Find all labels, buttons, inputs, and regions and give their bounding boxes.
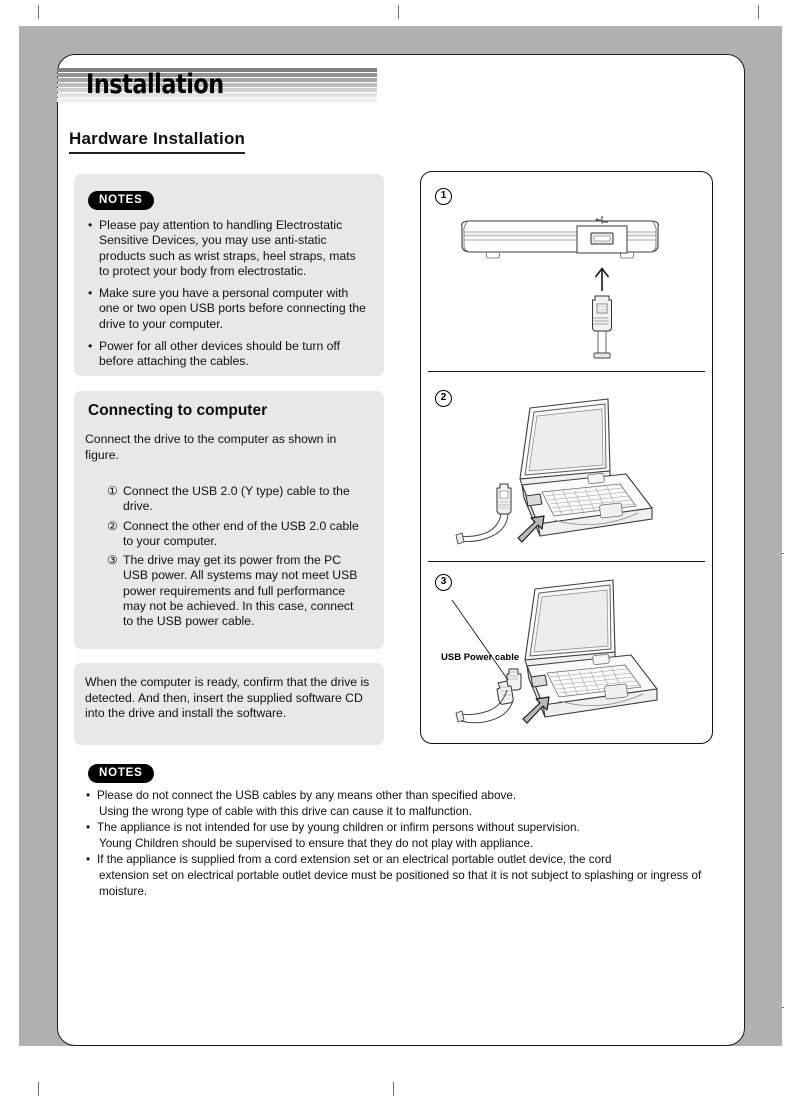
- bullet-dot: •: [86, 821, 91, 835]
- bullet-dot: •: [86, 853, 91, 867]
- crop-mark-bottom-center: [393, 1082, 394, 1096]
- list-item: [88, 218, 366, 279]
- usb-power-cable-label: USB Power cable: [441, 652, 520, 663]
- list-item-subtext: Using the wrong type of cable with this drive can cause it to malfunction.: [99, 804, 472, 818]
- figure-drive-usb-connection-illustration: [430, 200, 710, 365]
- bullet-dot: •: [88, 218, 93, 232]
- step-text: The drive may get its power from the PC USB power. All systems may not meet USB power requirements and full performance may not be achieved. In this case, connect to the USB power cable.: [123, 553, 358, 629]
- list-item-text: Power for all other devices should be turn off before attaching the cables.: [99, 339, 340, 369]
- step-number: ③: [107, 553, 118, 568]
- crop-mark-bottom-left: [38, 1082, 39, 1096]
- list-item-text: The appliance is not intended for use by young children or infirm persons without supervision.: [97, 821, 580, 835]
- list-item-text: Please pay attention to handling Electrostatic Sensitive Devices, you may use anti-static products such as wrist straps, heel straps, mats to protect your body from electrostatic.: [99, 218, 356, 278]
- notes-list-top: [88, 218, 366, 370]
- notes-badge: NOTES: [88, 764, 154, 783]
- list-item-text: Make sure you have a personal computer with one or two open USB ports before connecting the drive to your computer.: [99, 286, 366, 331]
- crop-mark-top-left: [38, 5, 39, 19]
- ready-note-text: When the computer is ready, confirm that the drive is detected. And then, insert the supplied software CD into the drive and install the software.: [85, 675, 370, 720]
- step-number: ②: [107, 518, 118, 533]
- list-item-subtext: Young Children should be supervised to ensure that they do not play with appliance.: [99, 836, 534, 850]
- bullet-dot: •: [88, 286, 93, 301]
- bullet-dot: •: [88, 339, 93, 354]
- list-item-text: Please do not connect the USB cables by any means other than specified above.: [97, 789, 517, 802]
- figure-laptop-usb-connection-illustration: [430, 386, 710, 556]
- connecting-steps-list: [107, 484, 365, 634]
- page-title: Installation: [86, 69, 224, 100]
- list-item: [86, 852, 711, 899]
- step-item: [107, 484, 365, 515]
- step-number: ①: [107, 484, 118, 498]
- bullet-dot: •: [86, 789, 91, 802]
- connecting-intro-text: Connect the drive to the computer as shown in figure.: [85, 432, 337, 462]
- notes-list-bottom: [86, 788, 711, 900]
- connecting-title: Connecting to computer: [88, 402, 268, 419]
- figure-number-3: 3: [435, 574, 452, 591]
- step-text: Connect the USB 2.0 (Y type) cable to the drive.: [123, 484, 350, 514]
- list-item: [86, 820, 711, 851]
- list-item-text: If the appliance is supplied from a cord extension set or an electrical portable outlet device, the cord: [97, 853, 612, 867]
- step-item: [107, 553, 365, 629]
- notes-badge: NOTES: [88, 191, 154, 210]
- section-heading: Hardware Installation: [69, 128, 245, 154]
- figure-number-2: 2: [435, 390, 452, 407]
- figure-number-1: 1: [435, 188, 452, 205]
- illustration-divider: [428, 371, 705, 372]
- step-text: Connect the other end of the USB 2.0 cable to your computer.: [123, 518, 359, 548]
- illustration-divider: [428, 561, 705, 562]
- list-item: [86, 788, 711, 819]
- list-item: [88, 286, 366, 332]
- crop-mark-top-center: [398, 5, 399, 19]
- list-item: [88, 339, 366, 370]
- crop-mark-top-right: [758, 5, 759, 19]
- step-item: [107, 519, 365, 550]
- list-item-subtext: extension set on electrical portable outlet device must be positioned so that it is not subject to splashing or ingress of moisture.: [99, 868, 702, 898]
